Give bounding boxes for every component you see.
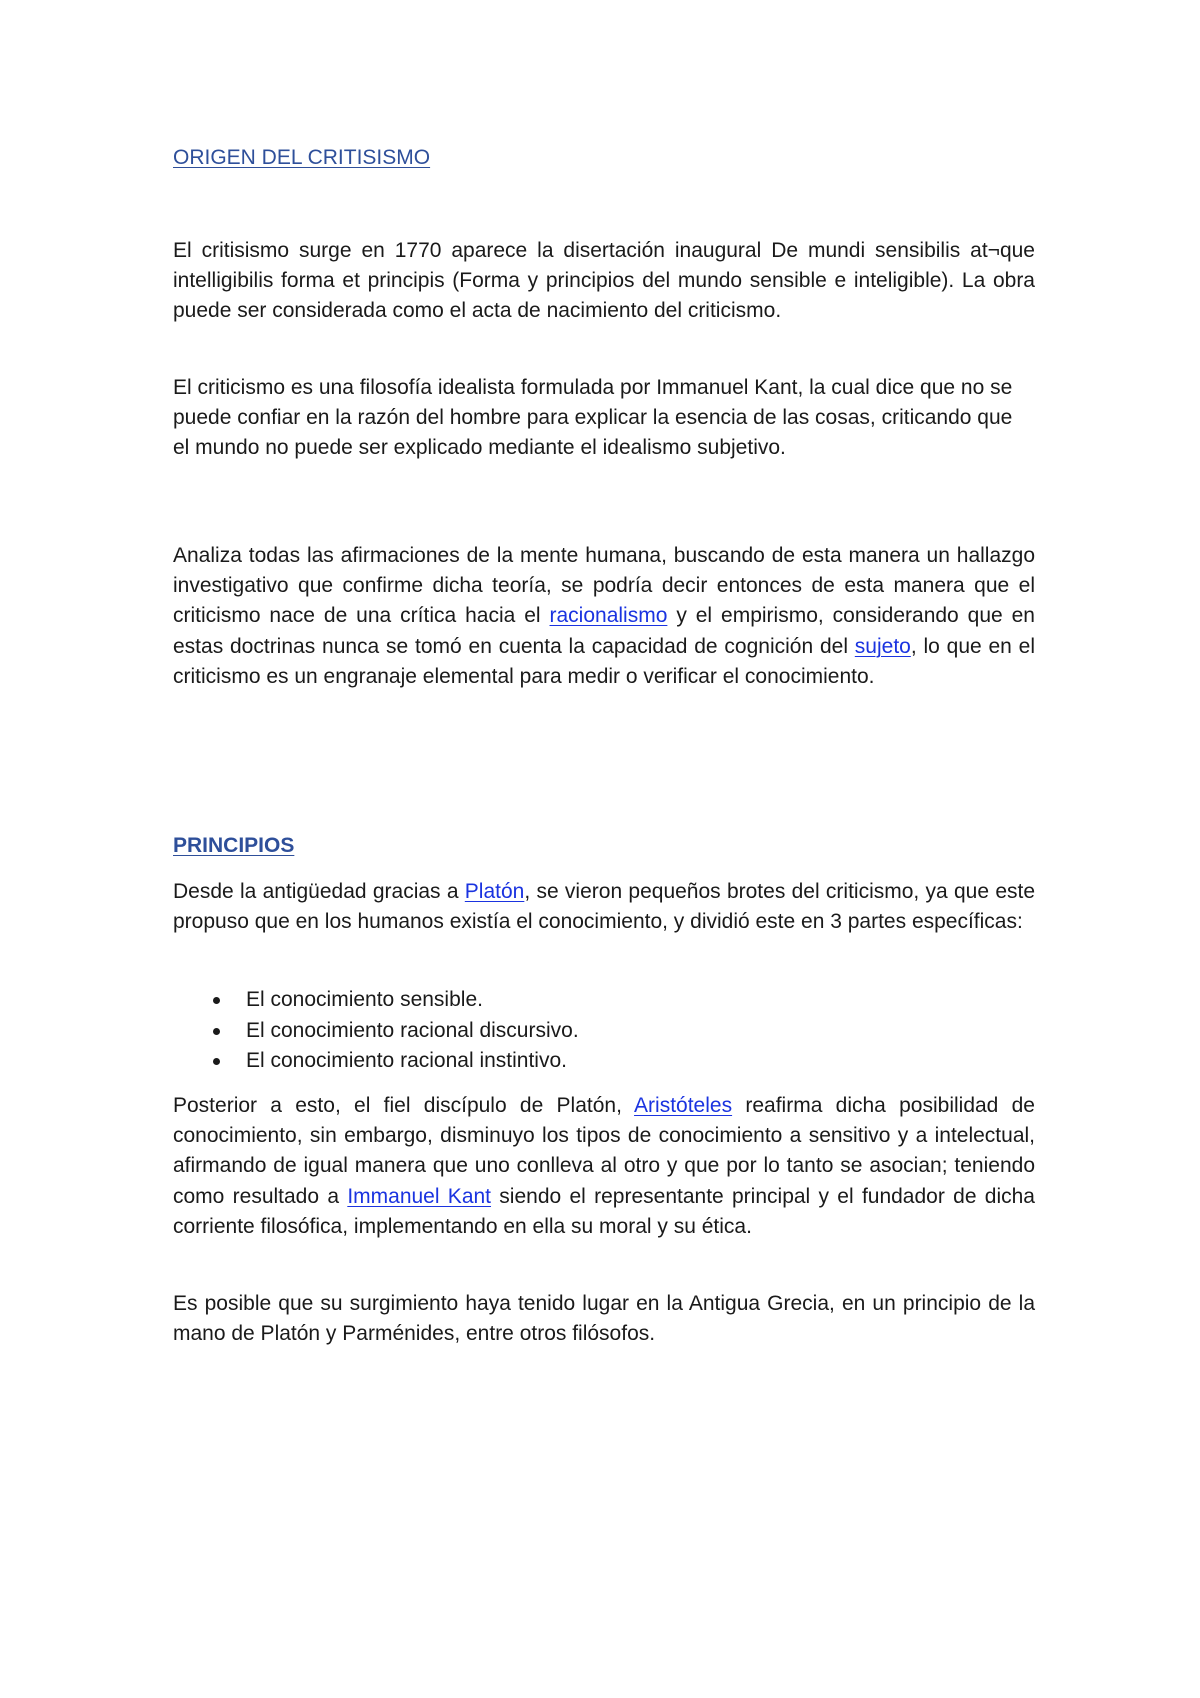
paragraph-text: siendo el representante principal y el fundador de dicha corriente filosófica, implementando en ella su moral y su ética. <box>173 1184 1035 1238</box>
paragraph-text: Desde la antigüedad gracias a <box>173 880 465 903</box>
link-aristoteles[interactable]: Aristóteles <box>634 1094 733 1117</box>
paragraph-text: reafirma dicha posibilidad de conocimiento, sin embargo, disminuyo los tipos de conocimiento a sensitivo y a intelectual, afirmando de igual manera que uno conlleva al otro y que por lo tanto se asocian; teniendo como resultado a <box>173 1094 1035 1208</box>
paragraph-origen-3 <box>173 541 1035 692</box>
paragraph-text: , lo que en el criticismo es un engranaje elemental para medir o verificar el conocimiento. <box>173 634 1035 688</box>
list-item <box>173 1046 1035 1077</box>
link-immanuel-kant[interactable]: Immanuel Kant <box>347 1184 492 1208</box>
paragraph-principios-1 <box>173 877 1035 937</box>
list-item <box>173 1016 1035 1047</box>
paragraph-origen-1: El critisismo surge en 1770 aparece la disertación inaugural De mundi sensibilis at¬que intelligibilis forma et principis (Forma y principios del mundo sensible e inteligible). La obra puede ser considerada como el acta de nacimiento del criticismo. <box>173 239 1035 323</box>
bullet-icon <box>213 1058 220 1065</box>
bullet-icon <box>213 997 220 1004</box>
paragraph-text: Posterior a esto, el fiel discípulo de Platón, <box>173 1094 635 1117</box>
paragraph-principios-3: Es posible que su surgimiento haya tenido lugar en la Antigua Grecia, en un principio de la mano de Platón y Parménides, entre otros filósofos. <box>173 1292 1035 1346</box>
bullet-icon <box>213 1028 220 1035</box>
link-platon[interactable]: Platón <box>464 880 525 903</box>
heading-principios: PRINCIPIOS <box>173 834 295 857</box>
paragraph-text: y el empirismo, considerando que en estas doctrinas nunca se tomó en cuenta la capacidad de cognición del <box>173 604 1035 658</box>
link-racionalismo[interactable]: racionalismo <box>549 604 668 628</box>
paragraph-origen-2: El criticismo es una filosofía idealista formulada por Immanuel Kant, la cual dice que no se puede confiar en la razón del hombre para explicar la esencia de las cosas, criticando que el mundo no puede ser explicado mediante el idealismo subjetivo. <box>173 376 1013 460</box>
list-item-text: El conocimiento racional instintivo. <box>246 1049 567 1072</box>
paragraph-text: Analiza todas las afirmaciones de la mente humana, buscando de esta manera un hallazgo investigativo que confirme dicha teoría, se podría decir entonces de esta manera que el criticismo nace de una crítica hacia el <box>173 544 1035 628</box>
list-item <box>173 985 1035 1016</box>
paragraph-text: , se vieron pequeños brotes del criticismo, ya que este propuso que en los humanos existía el conocimiento, y dividió este en 3 partes específicas: <box>173 880 1036 934</box>
paragraph-principios-2 <box>173 1091 1035 1242</box>
heading-origen: ORIGEN DEL CRITISISMO <box>173 146 431 169</box>
bullet-list <box>173 985 1035 1077</box>
list-item-text: El conocimiento racional discursivo. <box>246 1018 579 1042</box>
link-sujeto[interactable]: sujeto <box>854 634 911 658</box>
list-item-text: El conocimiento sensible. <box>246 988 483 1011</box>
